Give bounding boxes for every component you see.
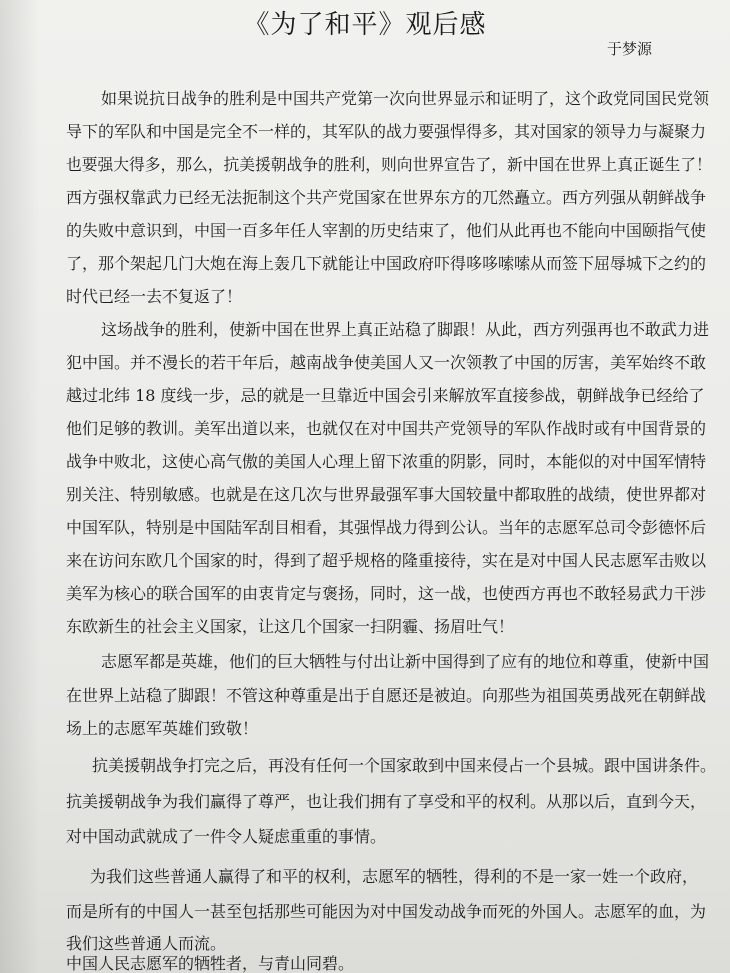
text-line: 犯中国。并不漫长的若干年后，越南战争使美国人又一次领教了中国的厉害，美军始终不敢 [66, 353, 707, 372]
text-line: 他们足够的教训。美军出道以来，也就仅在对中国共产党领导的军队作战时或有中国背景的 [66, 419, 707, 438]
text-line: 西方强权靠武力已经无法扼制这个共产党国家在世界东方的兀然矗立。西方列强从朝鲜战争 [66, 188, 707, 207]
text-line: 我们这些普通人而流。 [66, 934, 227, 953]
text-line: 的失败中意识到，中国一百多年任人宰割的历史结束了，他们从此再也不能向中国颐指气使 [66, 221, 707, 240]
text-line: 对中国动武就成了一件令人疑虑重重的事情。 [66, 827, 387, 846]
text-line: 而是所有的中国人一甚至包括那些可能因为对中国发动战争而死的外国人。志愿军的血，为 [66, 902, 707, 921]
text-line: 了，那个架起几门大炮在海上轰几下就能让中国政府吓得哆哆嗦嗦从而签下屈辱城下之约的 [66, 254, 707, 273]
text-line: 志愿军都是英雄，他们的巨大牺牲与付出让新中国得到了应有的地位和尊重，使新中国 [101, 652, 710, 671]
text-line: 越过北纬 18 度线一步，忌的就是一旦靠近中国会引来解放军直接参战，朝鲜战争已经给了 [66, 386, 705, 405]
text-line: 别关注、特别敏感。也就是在这几次与世界最强军事大国较量中都取胜的战绩，使世界都对 [66, 485, 707, 504]
text-line: 如果说抗日战争的胜利是中国共产党第一次向世界显示和证明了，这个政党同国民党领 [101, 89, 710, 108]
text-line: 抗美援朝战争为我们赢得了尊严，也让我们拥有了享受和平的权利。从那以后，直到今天， [66, 792, 707, 811]
text-line: 抗美援朝战争打完之后，再没有任何一个国家敢到中国来侵占一个县城。跟中国讲条件。 [92, 756, 717, 775]
text-line: 为我们这些普通人赢得了和平的权利，志愿军的牺牲，得利的不是一家一姓一个政府， [90, 867, 699, 886]
page-shadow [0, 0, 40, 973]
text-line: 来在访问东欧几个国家的时，得到了超乎规格的隆重接待，实在是对中国人民志愿军击败以 [66, 551, 707, 570]
text-line: 也要强大得多，那么，抗美援朝战争的胜利，则向世界宣告了，新中国在世界上真正诞生了！ [66, 155, 712, 174]
document-title: 《为了和平》观后感 [243, 10, 487, 40]
text-line: 中国人民志愿军的牺牲者，与青山同碧。 [66, 954, 355, 973]
text-line: 这场战争的胜利，使新中国在世界上真正站稳了脚跟！从此，西方列强再也不敢武力进 [101, 320, 710, 339]
text-line: 东欧新生的社会主义国家，让这几个国家一扫阴霾、扬眉吐气！ [66, 617, 515, 636]
text-line: 时代已经一去不复返了！ [66, 287, 243, 306]
document-author: 于梦源 [606, 40, 652, 58]
text-line: 战争中败北，这使心高气傲的美国人心理上留下浓重的阴影，同时，本能似的对中国军情特 [66, 452, 707, 471]
text-line: 美军为核心的联合国军的由衷肯定与褒扬，同时，这一战，也使西方再也不敢轻易武力干涉 [66, 584, 707, 603]
text-line: 中国军队，特别是中国陆军刮目相看，其强悍战力得到公认。当年的志愿军总司令彭德怀后 [66, 518, 707, 537]
text-line: 导下的军队和中国是完全不一样的，其军队的战力要强悍得多，其对国家的领导力与凝聚力 [66, 122, 707, 141]
text-line: 在世界上站稳了脚跟！不管这种尊重是出于自愿还是被迫。向那些为祖国英勇战死在朝鲜战 [66, 686, 707, 705]
text-line: 场上的志愿军英雄们致敬！ [66, 719, 259, 738]
